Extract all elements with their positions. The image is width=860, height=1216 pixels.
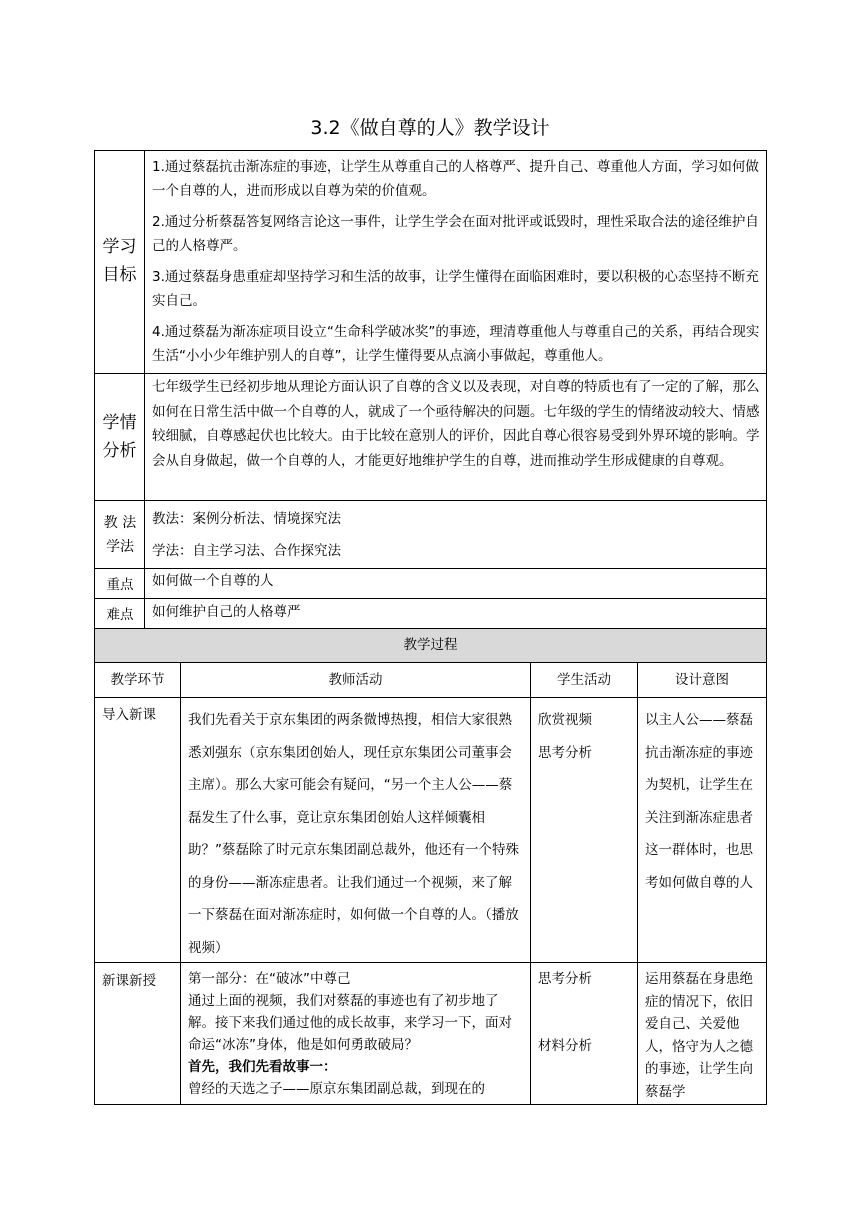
objectives-list xyxy=(152,155,760,368)
teaching-method: 教法：案例分析法、情境探究法 xyxy=(152,511,341,527)
table-row-stage: 新课新授 xyxy=(102,973,156,989)
table-row-intent: 运用蔡磊在身患绝症的情况下，依旧爱自己、关爱他人，恪守为人之德的事迹，让学生向蔡磊学 xyxy=(645,971,753,1100)
analysis-text: 七年级学生已经初步地从理论方面认识了自尊的含义以及表现，对自尊的特质也有了一定的了解，那么如何在日常生活中做一个自尊的人，就成了一个亟待解决的问题。七年级的学生的情绪波动较大、情感较细腻，自尊感起伏也比较大。由于比较在意别人的评价，因此自尊心很容易受到外界环境的影响。学会从自身做起，做一个自尊的人，才能更好地维护学生的自尊，进而推动学生形成健康的自尊观。 xyxy=(152,379,760,469)
process-header: 教学过程 xyxy=(403,637,458,653)
key-point-text: 如何做一个自尊的人 xyxy=(152,573,274,589)
objective-item: 3.通过蔡磊身患重症却坚持学习和生活的故事，让学生懂得在面临困难时，要以积极的心态坚持不断充实自己。 xyxy=(152,269,759,309)
table-row-student: 材料分析 xyxy=(538,1038,592,1054)
difficulty-text: 如何维护自己的人格尊严 xyxy=(152,604,301,620)
learning-method: 学法：自主学习法、合作探究法 xyxy=(152,543,341,559)
objective-item: 1.通过蔡磊抗击渐冻症的事迹，让学生从尊重自己的人格尊严、提升自己、尊重他人方面，学习如何做一个自尊的人，进而形成以自尊为荣的价值观。 xyxy=(152,159,759,199)
column-header-teacher: 教师活动 xyxy=(328,672,383,688)
objective-item: 2.通过分析蔡磊答复网络言论这一事件，让学生学会在面对批评或诋毁时，理性采取合法的途径维护自己的人格尊严。 xyxy=(152,214,759,254)
table-row-teacher: 我们先看关于京东集团的两条微博热搜，相信大家很熟悉刘强东（京东集团创始人，现任京东集团公司董事会主席）。那么大家可能会有疑问，“另一个主人公——蔡磊发生了什么事，竟让京东集团创始人这样倾囊相助？”蔡磊除了时元京东集团副总裁外，他还有一个特殊的身份——渐冻症患者。让我们通过一个视频，来了解一下蔡磊在面对渐冻症时，如何做一个自尊的人。（播放视频） xyxy=(188,712,519,956)
table-row-stage: 导入新课 xyxy=(102,707,156,723)
methods-label: 教 法 学法 xyxy=(103,515,137,555)
table-row-teacher: 第一部分：在“破冰”中尊己 通过上面的视频，我们对蔡磊的事迹也有了初步地了解。接下来我们通过他的成长故事，来学习一下，面对命运“冰冻”身体，他是如何勇敢破局？ 首先，我们先看故事一： 曾经的天选之子——原京东集团副总裁，到现在的 xyxy=(188,971,512,1097)
objective-item: 4.通过蔡磊为渐冻症项目设立“生命科学破冰奖”的事迹，理清尊重他人与尊重自己的关系，再结合现实生活“小小少年维护别人的自尊”，让学生懂得要从点滴小事做起，尊重他人。 xyxy=(152,324,760,364)
column-header-intent: 设计意图 xyxy=(675,672,729,688)
analysis-label: 学情 分析 xyxy=(102,413,137,461)
difficulty-label: 难点 xyxy=(106,607,134,623)
table-row-intent: 以主人公——蔡磊抗击渐冻症的事迹为契机，让学生在关注到渐冻症患者这一群体时，也思考如何做自尊的人 xyxy=(645,712,753,891)
objectives-label: 学习 目标 xyxy=(102,237,137,285)
table-row-student: 欣赏视频 思考分析 xyxy=(538,712,592,761)
key-point-label: 重点 xyxy=(106,577,134,593)
column-header-student: 学生活动 xyxy=(557,672,611,688)
table-row-student: 思考分析 xyxy=(538,971,592,987)
page-title: 3.2《做自尊的人》教学设计 xyxy=(310,117,550,139)
column-header-stage: 教学环节 xyxy=(110,672,165,688)
